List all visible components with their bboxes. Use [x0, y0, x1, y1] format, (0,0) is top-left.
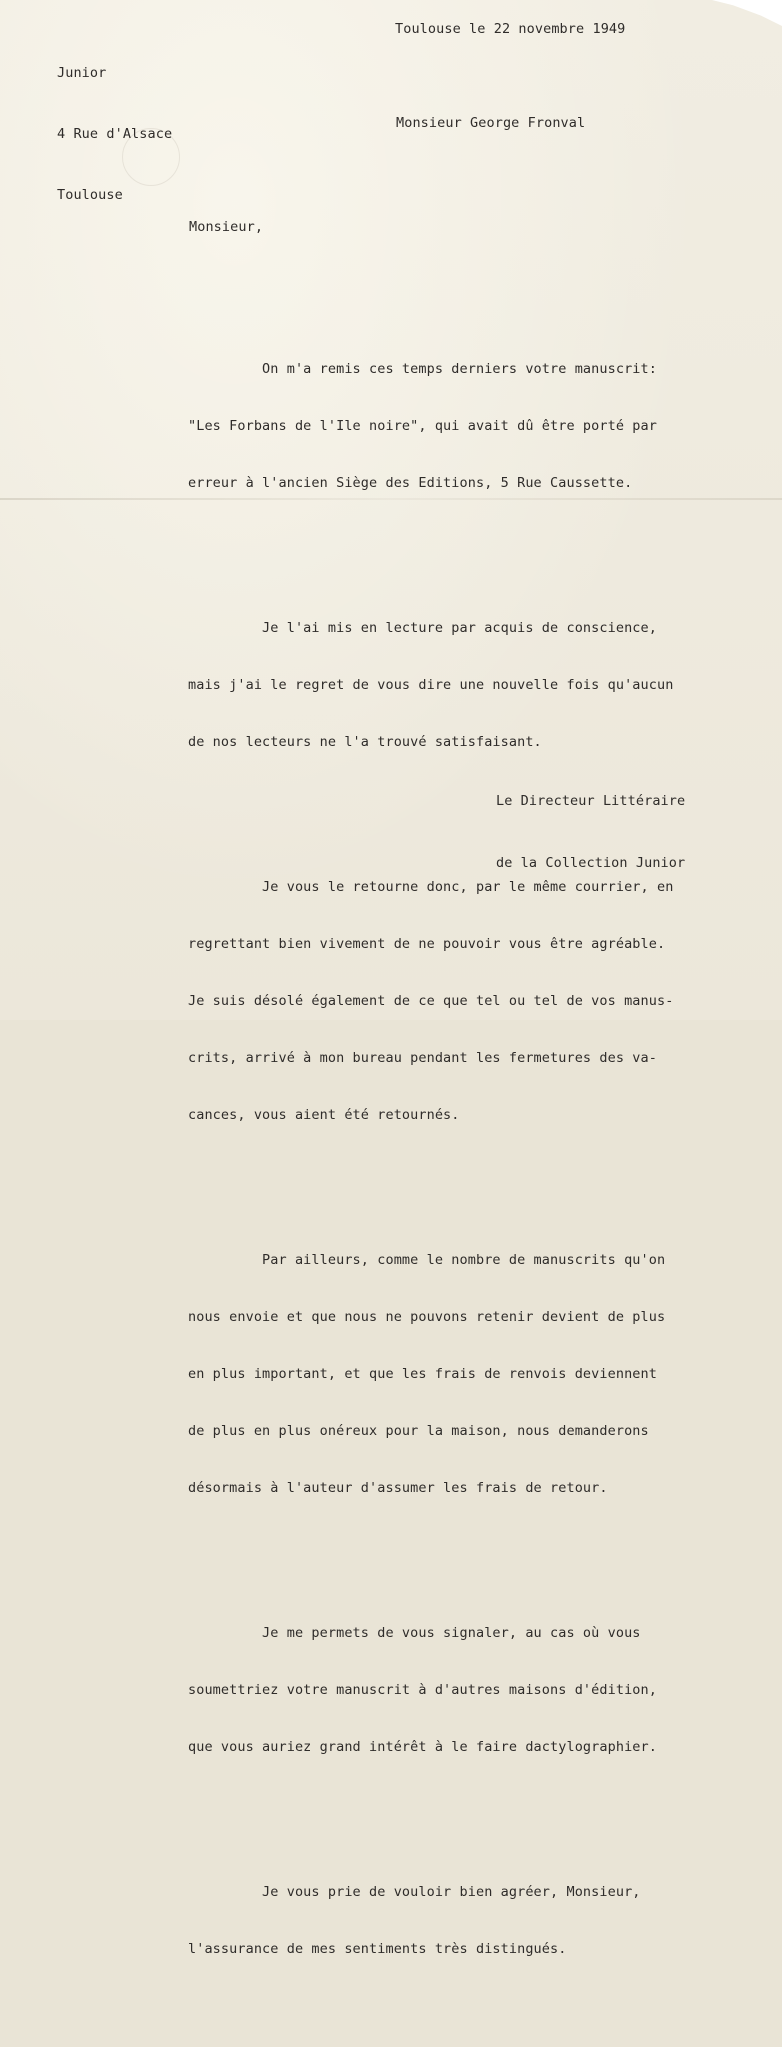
sender-address: 4 Rue d'Alsace	[57, 126, 173, 142]
signature-title: Le Directeur Littéraire	[496, 793, 686, 809]
body-line: l'assurance de mes sentiments très distingués.	[188, 1941, 567, 1957]
signature-org: de la Collection Junior	[496, 855, 686, 871]
body-line: Je vous le retourne donc, par le même courrier, en	[188, 879, 674, 895]
body-line: soumettriez votre manuscrit à d'autres maisons d'édition,	[188, 1682, 657, 1698]
signature-block	[496, 754, 685, 916]
body-line: cances, vous aient été retournés.	[188, 1107, 460, 1123]
body-line: Je me permets de vous signaler, au cas où vous	[188, 1625, 641, 1641]
date-line: Toulouse le 22 novembre 1949	[395, 21, 626, 37]
body-line: de plus en plus onéreux pour la maison, nous demanderons	[188, 1423, 649, 1439]
sender-name: Junior	[57, 65, 107, 81]
body-line: "Les Forbans de l'Ile noire", qui avait dû être porté par	[188, 418, 657, 434]
body-line: de nos lecteurs ne l'a trouvé satisfaisant.	[188, 734, 542, 750]
body-line: regrettant bien vivement de ne pouvoir vous être agréable.	[188, 936, 666, 952]
body-line: mais j'ai le regret de vous dire une nouvelle fois qu'aucun	[188, 677, 674, 693]
body-line: Je l'ai mis en lecture par acquis de conscience,	[188, 620, 657, 636]
body-line: crits, arrivé à mon bureau pendant les fermetures des va-	[188, 1050, 657, 1066]
body-line: Je suis désolé également de ce que tel ou tel de vos manus-	[188, 993, 674, 1009]
body-line: erreur à l'ancien Siège des Editions, 5 Rue Caussette.	[188, 475, 633, 491]
body-line: nous envoie et que nous ne pouvons retenir devient de plus	[188, 1309, 666, 1325]
letter-body	[188, 284, 673, 2047]
sender-city: Toulouse	[57, 187, 123, 203]
body-line: désormais à l'auteur d'assumer les frais de retour.	[188, 1480, 608, 1496]
torn-corner	[712, 0, 782, 26]
paragraph	[188, 322, 673, 531]
paragraph	[188, 1213, 673, 1536]
paragraph	[188, 1845, 673, 1997]
body-line: Par ailleurs, comme le nombre de manuscrits qu'on	[188, 1252, 666, 1268]
body-line: Je vous prie de vouloir bien agréer, Monsieur,	[188, 1884, 641, 1900]
paragraph	[188, 1586, 673, 1795]
body-line: On m'a remis ces temps derniers votre manuscrit:	[188, 361, 657, 377]
body-line: en plus important, et que les frais de renvois deviennent	[188, 1366, 657, 1382]
recipient-line: Monsieur George Fronval	[396, 115, 586, 131]
salutation: Monsieur,	[189, 219, 264, 235]
body-line: que vous auriez grand intérêt à le faire dactylographier.	[188, 1739, 657, 1755]
sender-block	[57, 26, 172, 247]
